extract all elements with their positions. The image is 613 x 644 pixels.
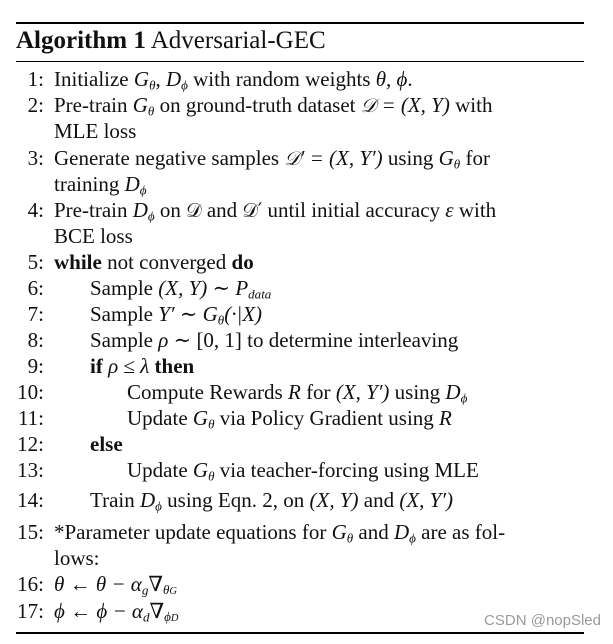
algorithm-name: Adversarial-GEC bbox=[150, 27, 326, 54]
watermark: CSDN @nopSled bbox=[484, 612, 601, 629]
line-number: 6: bbox=[27, 276, 44, 300]
line-number: 16: bbox=[17, 572, 44, 596]
bottom-rule bbox=[16, 632, 584, 634]
line-text: Pre-train $G_\theta$ on ground-truth dataset 𝒟 = (X, Y) with bbox=[54, 93, 493, 119]
line-number: 15: bbox=[17, 520, 44, 544]
line-number: 7: bbox=[27, 302, 44, 326]
top-rule bbox=[16, 22, 584, 24]
line-text: Generate negative samples 𝒟′ = (X, Y′) using $G_\theta$ for bbox=[54, 146, 490, 172]
line-number: 10: bbox=[17, 380, 44, 404]
line-number: 5: bbox=[27, 250, 44, 274]
line-number: 11: bbox=[17, 406, 44, 430]
line-number: 4: bbox=[27, 198, 44, 222]
line-number: 2: bbox=[27, 93, 44, 117]
line-number: 8: bbox=[27, 328, 44, 352]
algorithm-title bbox=[16, 25, 326, 57]
line-number: 9: bbox=[27, 354, 44, 378]
line-number: 3: bbox=[27, 146, 44, 170]
line-number: 13: bbox=[17, 458, 44, 482]
line-number: 14: bbox=[17, 488, 44, 512]
title-rule bbox=[16, 61, 584, 62]
line-number: 12: bbox=[17, 432, 44, 456]
line-text: Pre-train $D_\phi$ on 𝒟 and 𝒟′ until initial accuracy ε with bbox=[54, 198, 497, 224]
line-number: 1: bbox=[27, 67, 44, 91]
line-number: 17: bbox=[17, 599, 44, 623]
algorithm-label: Algorithm 1 bbox=[16, 27, 146, 54]
line-text: Initialize $G_\theta$, $D_\phi$ with random weights θ, ϕ. bbox=[54, 67, 413, 93]
